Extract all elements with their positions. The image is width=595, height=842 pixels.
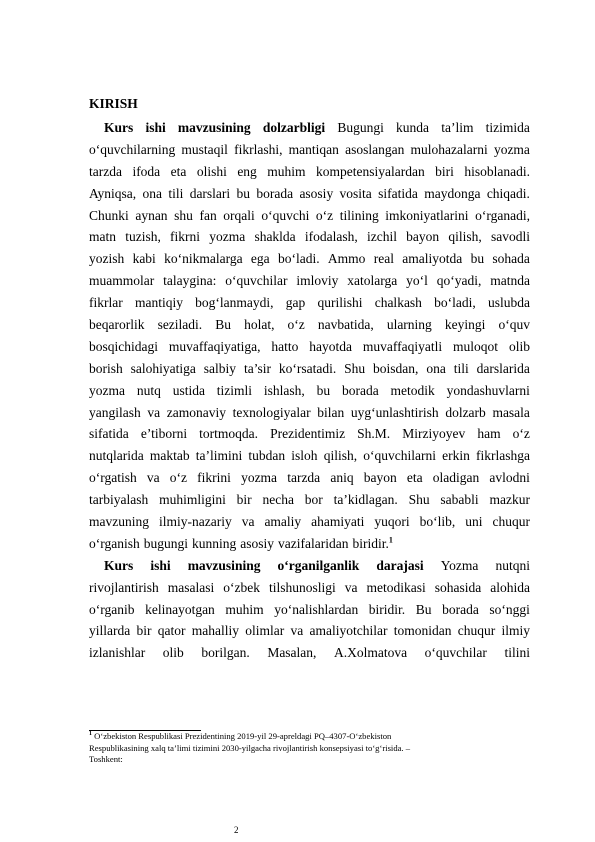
word: qator — [157, 623, 186, 639]
word: beqarorlik — [89, 317, 145, 333]
word: biridir. — [368, 601, 406, 617]
word: o‘zbek — [223, 579, 260, 595]
word: fikrlashga — [476, 448, 530, 464]
footnote-line-2: Respublikasining xalq ta’limi tizimini 2030-yilgacha rivojlantirish konsepsiyasi to‘g‘risida. – — [89, 742, 411, 753]
word: real — [373, 251, 394, 267]
word: ham — [477, 426, 501, 442]
word: maktab — [149, 448, 190, 464]
body-text — [89, 117, 530, 664]
bold-word: mavzusining — [187, 557, 261, 573]
word: sifatida — [378, 185, 418, 201]
word: kelinayotgan — [145, 601, 215, 617]
word: fikrlashi, — [234, 141, 283, 157]
word: mavzuning — [89, 514, 149, 530]
word: ilmiy — [501, 623, 530, 639]
word: metodik — [390, 382, 435, 398]
text-line — [89, 511, 530, 533]
word: ona — [426, 360, 446, 376]
word: uni — [465, 514, 483, 530]
bold-word: darajasi — [376, 557, 424, 573]
word: orqali — [223, 207, 255, 223]
word: so‘nggi — [489, 601, 530, 617]
bold-word: Kurs — [104, 120, 134, 135]
word: navbatida, — [317, 317, 374, 333]
text-line — [89, 248, 530, 270]
word: uslubda — [488, 295, 530, 311]
word: fikrini — [197, 470, 231, 486]
word: tarbiyalash — [89, 492, 149, 508]
word: mahalliy — [191, 623, 239, 639]
word: bayon — [363, 470, 397, 486]
word: asosiy — [299, 185, 334, 201]
word: yozma — [241, 470, 278, 486]
word: boisdan, — [373, 360, 419, 376]
word: mulohazalarni — [410, 141, 488, 157]
word: olib — [162, 645, 184, 661]
bold-word: dolzarbligi — [262, 120, 326, 135]
word: keyingi — [444, 317, 486, 333]
word: Sh.M. — [357, 426, 391, 442]
footnote-line-1 — [89, 731, 539, 743]
word: o‘quv — [498, 317, 530, 333]
word: o‘quvchilar — [424, 645, 487, 661]
word: Chunki — [89, 207, 129, 223]
word: qilish, — [323, 448, 358, 464]
word: maydonga — [424, 185, 481, 201]
word: olib — [508, 338, 530, 354]
word: fan — [199, 207, 217, 223]
word: asosiy — [240, 535, 275, 551]
text-line — [89, 533, 530, 555]
word: o‘quvchilarning — [89, 141, 176, 157]
word: biri — [435, 163, 454, 179]
word: fikrlar — [89, 295, 123, 311]
word: savodli — [490, 229, 530, 245]
word: tubdan — [248, 448, 286, 464]
word: bo‘ladi. — [277, 251, 320, 267]
word: ega — [250, 251, 270, 267]
word: fikrni — [170, 229, 201, 245]
word: ularning — [386, 317, 432, 333]
word: yillarda — [89, 623, 131, 639]
word: imkoniyatlarini — [385, 207, 469, 223]
word: rivojlantirish — [89, 579, 159, 595]
word: Ammo — [327, 251, 366, 267]
footnote-marker: 1 — [89, 731, 92, 738]
word: o‘z — [169, 470, 188, 486]
word: bayon — [406, 229, 440, 245]
bold-word: ishi — [150, 557, 171, 573]
word: o‘rganib — [89, 601, 135, 617]
word: nutq — [136, 382, 161, 398]
bold-word: o‘rganilganlik — [277, 557, 360, 573]
word: olimlar — [245, 623, 285, 639]
text-line — [89, 270, 530, 292]
word: texnologiyalar — [232, 404, 311, 420]
word: sohada — [492, 251, 530, 267]
bold-word: ishi — [145, 120, 166, 135]
word: qurilishi — [317, 295, 363, 311]
word: muvaffaqiyatli — [362, 338, 443, 354]
text-line — [89, 117, 530, 139]
word: tilini — [504, 645, 530, 661]
word: bosqichidagi — [89, 338, 158, 354]
word: hayotda — [309, 338, 353, 354]
word: chuqur — [457, 623, 496, 639]
text-line — [89, 577, 530, 599]
word: imloviy — [296, 273, 339, 289]
word: kompetensiyalardan — [315, 163, 425, 179]
text-line — [89, 380, 530, 402]
text-line — [89, 445, 530, 467]
word: gap — [285, 295, 306, 311]
text-line — [89, 226, 530, 248]
word: matn — [89, 229, 116, 245]
word: va — [344, 579, 358, 595]
word: masalasi — [167, 579, 215, 595]
word: tilining — [339, 207, 379, 223]
word: sifatida — [89, 426, 129, 442]
word: alohida — [490, 579, 530, 595]
word: tuzish, — [125, 229, 161, 245]
word: bo‘ladi, — [434, 295, 476, 311]
word: o‘quvchi — [261, 207, 310, 223]
word: hatto — [271, 338, 299, 354]
word: yozma — [209, 229, 246, 245]
word: necha — [262, 492, 294, 508]
word: vosita — [339, 185, 372, 201]
word: ta’kidlagan. — [333, 492, 398, 508]
word: avlodni — [489, 470, 530, 486]
word: nutqni — [495, 557, 530, 573]
word: borada — [256, 185, 294, 201]
text-line — [89, 358, 530, 380]
word: kabi — [132, 251, 156, 267]
word: borilgan. — [201, 645, 250, 661]
word: bu — [470, 251, 485, 267]
word: shu — [174, 207, 193, 223]
word: izchil — [366, 229, 397, 245]
word: biridir.$^1$ — [352, 535, 393, 551]
word: darslarida — [476, 360, 530, 376]
word: borada — [341, 382, 379, 398]
text-line — [89, 205, 530, 227]
word: yuqori — [374, 514, 410, 530]
word: muhim — [267, 163, 306, 179]
word: aniq — [330, 470, 354, 486]
word: e’tiborni — [140, 426, 188, 442]
footnote-text-1: O‘zbekiston Respublikasi Prezidentining 2019-yil 29-apreldagi PQ–4307-O‘zbekiston — [94, 731, 392, 741]
word: dolzarb — [445, 404, 486, 420]
word: yangilash — [89, 404, 141, 420]
word: yozma — [89, 382, 125, 398]
text-line — [89, 161, 530, 183]
word: qo‘yadi, — [436, 273, 482, 289]
word: yo‘nalishlardan — [274, 601, 359, 617]
word: amaliy — [264, 514, 302, 530]
word: Prezidentimiz — [270, 426, 346, 442]
word: bo‘lib, — [419, 514, 456, 530]
word: amaliyotchilar — [309, 623, 388, 639]
text-line — [89, 467, 530, 489]
word: holat, — [244, 317, 275, 333]
word: ishlash, — [263, 382, 305, 398]
word: Bu — [415, 601, 432, 617]
word: Shu — [408, 492, 430, 508]
word: nutqlarida — [89, 448, 144, 464]
word: oladigan — [432, 470, 480, 486]
word: matnda — [490, 273, 530, 289]
text-line — [89, 314, 530, 336]
text-line — [89, 599, 530, 621]
word: isloh — [291, 448, 318, 464]
text-line — [89, 402, 530, 424]
word: Bugungi — [337, 120, 384, 135]
word: yozma — [493, 141, 530, 157]
word: bog‘lanmaydi, — [195, 295, 274, 311]
page-number: 2 — [234, 825, 239, 835]
word: sababli — [440, 492, 479, 508]
word: Ayniqsa, — [89, 185, 137, 201]
word: mustaqil — [181, 141, 228, 157]
section-heading: KIRISH — [89, 96, 138, 111]
word: o‘rgatish — [89, 470, 137, 486]
word: o‘quvchilarni — [363, 448, 436, 464]
word: mantiqiy — [134, 295, 183, 311]
word: xatolarga — [347, 273, 398, 289]
word: vazifalaridan — [278, 535, 349, 551]
word: A.Xolmatova — [333, 645, 408, 661]
word: zamonaviy — [166, 404, 227, 420]
word: ona — [142, 185, 162, 201]
word: eng — [237, 163, 257, 179]
word: ta’limini — [195, 448, 243, 464]
word: izlanishlar — [89, 645, 146, 661]
word: muvaffaqiyatiga, — [168, 338, 261, 354]
word: borada — [442, 601, 479, 617]
word: eta — [406, 470, 423, 486]
text-line — [89, 336, 530, 358]
word: Bu — [215, 317, 232, 333]
word: va — [290, 623, 304, 639]
word: o‘z — [287, 317, 305, 333]
word: seziladi. — [157, 317, 203, 333]
word: tili — [168, 185, 184, 201]
bold-word: mavzusining — [177, 120, 251, 135]
word: o‘z — [315, 207, 334, 223]
word: ifoda — [132, 163, 161, 179]
word: o‘rganish — [89, 535, 140, 551]
word: tarzda — [89, 163, 122, 179]
word: chiqadi. — [486, 185, 530, 201]
word: o‘z — [512, 426, 530, 442]
word: tortmoqda. — [199, 426, 259, 442]
word: qilish, — [448, 229, 482, 245]
word: bir — [236, 492, 252, 508]
text-line — [89, 423, 530, 445]
word: muhim — [225, 601, 264, 617]
word: bir — [136, 623, 152, 639]
text-line — [89, 555, 530, 577]
word: hisoblanadi. — [464, 163, 530, 179]
word: amaliyotda — [402, 251, 463, 267]
word: ilmiy-nazariy — [158, 514, 232, 530]
word: tizimli — [216, 382, 253, 398]
word: Mirziyoyev — [402, 426, 466, 442]
word: ko‘nikmalarga — [164, 251, 243, 267]
word: tilshunosligi — [268, 579, 336, 595]
word: salbiy — [203, 360, 237, 376]
text-line — [89, 139, 530, 161]
word: mantiqan — [288, 141, 339, 157]
word: ustida — [172, 382, 205, 398]
word: salohiyatiga — [130, 360, 196, 376]
word: chuqur — [492, 514, 530, 530]
word: kunning — [192, 535, 237, 551]
word: uyg‘unlashtirish — [350, 404, 439, 420]
word: shaklda — [254, 229, 296, 245]
word: tizimida — [485, 120, 530, 135]
word: muloqot — [453, 338, 499, 354]
word: yozish — [89, 251, 125, 267]
word: tomonidan — [393, 623, 452, 639]
word: masala — [492, 404, 530, 420]
word: tili — [453, 360, 469, 376]
word: tarzda — [287, 470, 321, 486]
word: va — [147, 404, 161, 420]
word: bugungi — [143, 535, 189, 551]
text-line — [89, 642, 530, 664]
word: talaygina: — [163, 273, 217, 289]
word: kunda — [396, 120, 430, 135]
text-line — [89, 489, 530, 511]
bold-word: Kurs — [104, 557, 134, 573]
word: va — [241, 514, 255, 530]
word: olishi — [196, 163, 227, 179]
text-line — [89, 292, 530, 314]
word: ifodalash, — [304, 229, 358, 245]
word: bilan — [317, 404, 345, 420]
word: borish — [89, 360, 123, 376]
word: mazkur — [489, 492, 530, 508]
word: ko‘rsatadi. — [278, 360, 337, 376]
word: ta’sir — [243, 360, 271, 376]
footnote — [89, 731, 539, 766]
word: asoslangan — [345, 141, 405, 157]
word: bu — [236, 185, 251, 201]
word: chalkash — [374, 295, 422, 311]
word: bu — [316, 382, 331, 398]
word: eta — [170, 163, 187, 179]
word: aynan — [135, 207, 168, 223]
word: sohasida — [434, 579, 482, 595]
word: o‘rganadi, — [475, 207, 530, 223]
word: bor — [304, 492, 323, 508]
footnote-line-3: Toshkent: — [89, 754, 123, 764]
word: ta’lim — [441, 120, 474, 135]
word: Masalan, — [267, 645, 317, 661]
word: metodikasi — [366, 579, 426, 595]
word: Yozma — [440, 557, 479, 573]
word: ahamiyati — [311, 514, 365, 530]
word: muhimligini — [159, 492, 226, 508]
word: muammolar — [89, 273, 155, 289]
word: va — [146, 470, 160, 486]
word: erkin — [442, 448, 470, 464]
word: Shu — [344, 360, 366, 376]
word: o‘quvchilar — [225, 273, 288, 289]
word: darslari — [189, 185, 231, 201]
text-line — [89, 620, 530, 642]
word: yondashuvlarni — [446, 382, 530, 398]
word: yo‘l — [406, 273, 428, 289]
text-line — [89, 183, 530, 205]
footnote-reference: 1 — [388, 535, 393, 545]
